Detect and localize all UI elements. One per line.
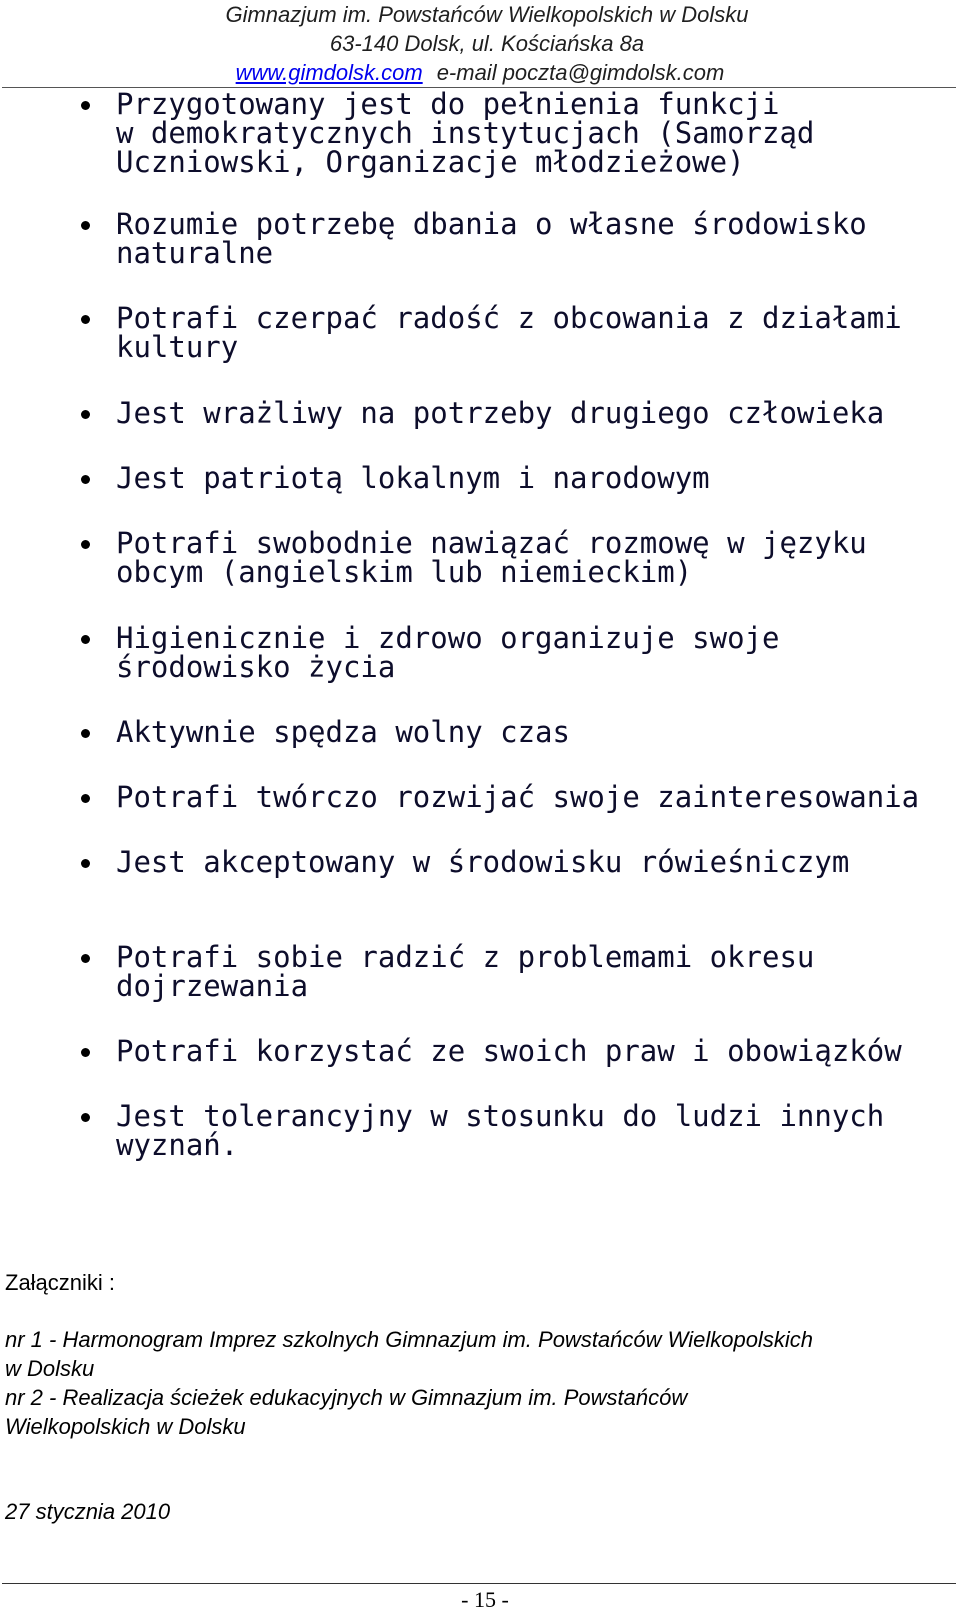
bullet-icon xyxy=(81,794,90,803)
bullet-icon xyxy=(81,410,90,419)
bullet-icon xyxy=(81,221,90,230)
list-item: Jest tolerancyjny w stosunku do ludzi innych wyznań. xyxy=(116,1102,946,1160)
attachment-item: nr 2 - Realizacja ścieżek edukacyjnych w Gimnazjum im. Powstańców Wielkopolskich w Dolsku xyxy=(5,1385,688,1439)
page-number: - 15 - xyxy=(461,1587,509,1612)
school-name: Gimnazjum im. Powstańców Wielkopolskich w Dolsku xyxy=(225,2,749,27)
attachment-item: nr 1 - Harmonogram Imprez szkolnych Gimnazjum im. Powstańców Wielkopolskich w Dolsku xyxy=(5,1327,813,1381)
list-item: Przygotowany jest do pełnienia funkcji w demokratycznych instytucjach (Samorząd Uczniowski, Organizacje młodzieżowe) xyxy=(116,90,946,177)
list-item: Potrafi twórczo rozwijać swoje zainteresowania xyxy=(116,783,946,812)
list-item: Jest wrażliwy na potrzeby drugiego człowieka xyxy=(116,399,946,428)
list-item: Potrafi sobie radzić z problemami okresu dojrzewania xyxy=(116,943,946,1001)
attachments-heading: Załączniki : xyxy=(5,1270,116,1295)
school-address: 63-140 Dolsk, ul. Kościańska 8a xyxy=(329,31,645,56)
email-text: e-mail poczta@gimdolsk.com xyxy=(436,60,725,85)
list-item: Jest akceptowany w środowisku rówieśniczym xyxy=(116,848,946,877)
list-item: Potrafi swobodnie nawiązać rozmowę w języku obcym (angielskim lub niemieckim) xyxy=(116,529,946,587)
bullet-icon xyxy=(81,635,90,644)
bullet-icon xyxy=(81,954,90,963)
page-header xyxy=(0,0,960,87)
bullet-icon xyxy=(81,315,90,324)
list-item: Rozumie potrzebę dbania o własne środowisko naturalne xyxy=(116,210,946,268)
document-date: 27 stycznia 2010 xyxy=(5,1499,171,1524)
list-item: Aktywnie spędza wolny czas xyxy=(116,718,946,747)
bullet-icon xyxy=(81,101,90,110)
list-item: Potrafi czerpać radość z obcowania z działami kultury xyxy=(116,304,946,362)
bullet-icon xyxy=(81,1113,90,1122)
bullet-icon xyxy=(81,540,90,549)
list-item: Potrafi korzystać ze swoich praw i obowiązków xyxy=(116,1037,946,1066)
list-item: Jest patriotą lokalnym i narodowym xyxy=(116,464,946,493)
footer-divider xyxy=(2,1583,956,1584)
bullet-icon xyxy=(81,475,90,484)
list-item: Higienicznie i zdrowo organizuje swoje środowisko życia xyxy=(116,624,946,682)
bullet-icon xyxy=(81,729,90,738)
attachments-list xyxy=(5,1325,955,1441)
website-link[interactable]: www.gimdolsk.com xyxy=(235,60,423,85)
contact-line xyxy=(0,58,960,87)
bullet-icon xyxy=(81,1048,90,1057)
bullet-icon xyxy=(81,859,90,868)
